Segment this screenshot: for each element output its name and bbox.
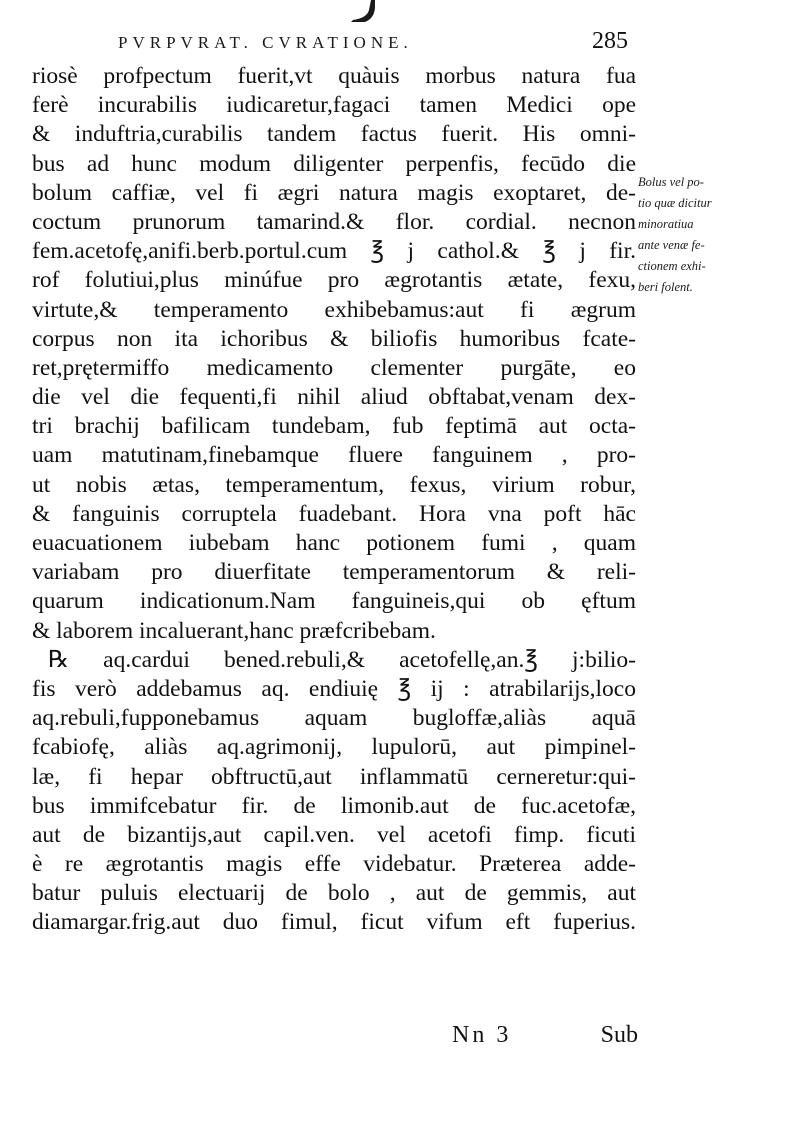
text-line: diamargar.frig.aut duo fimul, ficut vifum eft fuperius. [32,909,636,936]
page-number: 285 [592,28,628,54]
running-head: PVRPVRAT. CVRATIONE. [118,33,413,52]
text-line: & laborem incaluerant,hanc præfcribebam. [32,617,436,644]
text-line: fis verò addebamus aq. endiuię ℥ ij : atrabilarijs,loco [32,675,636,702]
text-line: coctum prunorum tamarind.& flor. cordial. necnon [32,208,636,235]
text-line: aut de bizantijs,aut capil.ven. vel acetofi fimp. ficuti [32,821,636,848]
text-line: riosè profpectum fuerit,vt quàuis morbus natura fua [32,63,636,89]
text-line: ret,prętermiffo medicamento clementer purgāte, eo [32,354,636,381]
text-line: uam matutinam,finebamque fluere fanguinem , pro- [32,442,636,469]
signature-mark: Nn 3 [452,1022,512,1048]
marginal-note [638,172,788,298]
text-line: & fanguinis corruptela fuadebant. Hora vna poft hāc [32,500,636,527]
text-line: tri brachij bafilicam tundebam, fub feptimā aut octa- [32,413,636,440]
text-line: bolum caffiæ, vel fi ægri natura magis exoptaret, de- [32,179,636,206]
text-line: & induftria,curabilis tandem factus fuerit. His omni- [32,121,636,148]
text-line: quarum indicationum.Nam fanguineis,qui ob ęftum [32,588,636,615]
body-text [32,62,636,938]
text-line: batur puluis electuarij de bolo , aut de gemmis, aut [32,880,636,907]
text-line: variabam pro diuerfitate temperamentorum & reli- [32,559,636,586]
text-line: euacuationem iubebam hanc potionem fumi , quam [32,530,636,556]
marginal-note-line: ante venæ fe- [638,238,705,252]
marginal-note-line: minoratiua [638,217,694,231]
text-line: corpus non ita ichoribus & biliofis humoribus fcate- [32,325,636,352]
text-line: læ, fi hepar obftructū,aut inflammatū cerneretur:qui- [32,763,636,790]
recipe-line: ℞ aq.cardui bened.rebuli,& acetofellę,an.℥ j:bilio- [48,646,636,673]
text-line: ut nobis ætas, temperamentum, fexus, virium robur, [32,471,636,498]
marginal-note-line: Bolus vel po- [638,175,704,189]
text-line: è re ægrotantis magis effe videbatur. Præterea adde- [32,851,636,878]
catchword: Sub [600,1022,638,1048]
text-line: fcabiofę, aliàs aq.agrimonij, lupulorū, aut pimpinel- [32,734,636,761]
binding-ornament [345,0,385,22]
marginal-note-line: ctionem exhi- [638,259,706,273]
text-line: die vel die fequenti,fi nihil aliud obftabat,venam dex- [32,384,636,411]
text-line: fem.acetofę,anifi.berb.portul.cum ℥ j cathol.& ℥ j fir. [32,238,636,265]
text-line: rof folutiui,plus minúfue pro ægrotantis ætate, fexu, [32,267,636,294]
marginal-note-line: beri folent. [638,280,693,294]
text-line: virtute,& temperamento exhibebamus:aut fi ægrum [32,296,636,323]
text-line: aq.rebuli,fupponebamus aquam bugloffæ,aliàs aquā [32,705,636,732]
text-line: bus ad hunc modum diligenter perpenfis, fecūdo die [32,150,636,177]
text-line: bus immifcebatur fir. de limonib.aut de fuc.acetofæ, [32,792,636,819]
text-line: ferè incurabilis iudicaretur,fagaci tamen Medici ope [32,92,636,119]
marginal-note-line: tio quæ dicitur [638,196,712,210]
